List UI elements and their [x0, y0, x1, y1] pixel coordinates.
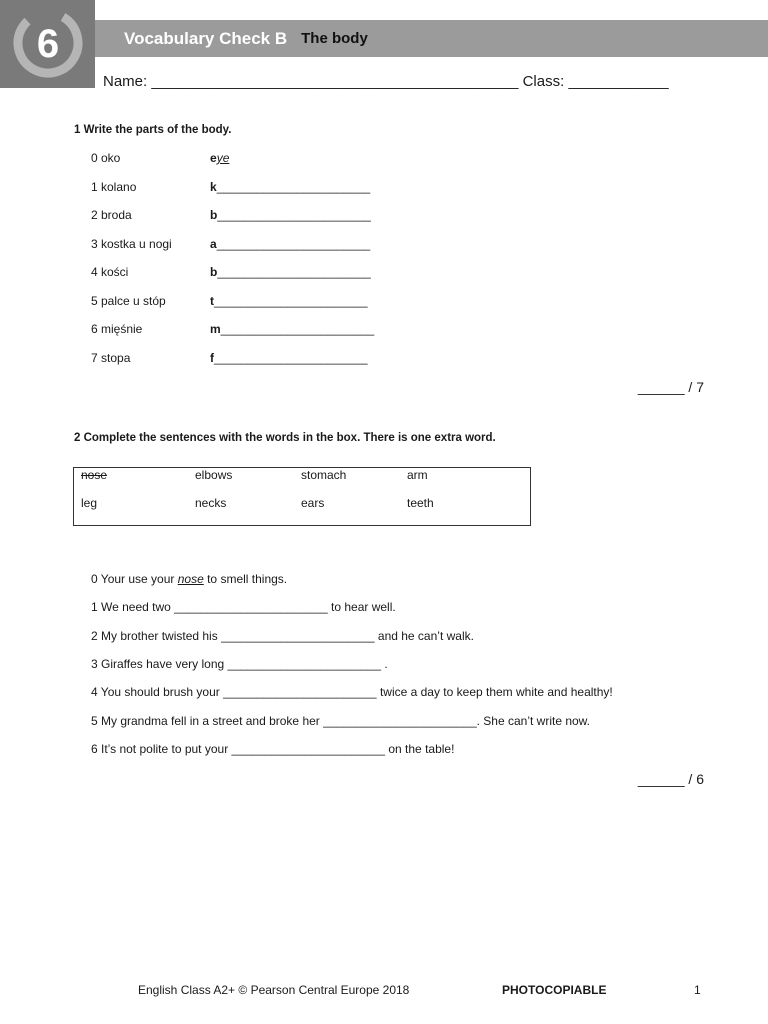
name-class-line [103, 73, 669, 90]
first-letter: k [210, 179, 217, 194]
answer-blank[interactable]: _______________________ [216, 179, 371, 194]
answer-blank[interactable]: _______________________ [214, 293, 368, 308]
answer-blank[interactable]: _______________________ [216, 236, 371, 251]
sentence-start: 2 My brother twisted his [91, 628, 222, 643]
exercise-2-instruction: 2 Complete the sentences with the words in the box. There is one extra word. [74, 432, 496, 444]
example-answer: nose [177, 572, 204, 586]
sentence-item [91, 600, 396, 614]
word-box-item: arm [407, 468, 428, 482]
vocab-prompt: 3 kostka u nogi [91, 236, 172, 251]
sentence-item [91, 714, 590, 728]
sentence-end: to hear well. [327, 600, 396, 615]
sentence-item [91, 685, 613, 699]
sentence-end: on the table! [385, 741, 455, 756]
first-letter: e [210, 151, 217, 165]
answer-blank[interactable]: _______________________ [323, 713, 477, 728]
vocab-answer[interactable] [210, 237, 370, 251]
exercise-2-score: ______ / 6 [637, 771, 704, 787]
sentence-start: 6 It’s not polite to put your [91, 741, 232, 756]
answer-blank[interactable]: _______________________ [217, 265, 371, 279]
class-blank[interactable]: ____________ [568, 73, 669, 90]
exercise-1-score: ______ / 7 [637, 379, 704, 395]
sentence-end: twice a day to keep them white and healthy! [376, 685, 613, 700]
sentence-start: 0 Your use your [91, 572, 178, 586]
unit-badge [0, 0, 95, 88]
sentence-item [91, 629, 474, 643]
worksheet-subtitle: The body [301, 30, 368, 47]
first-letter: b [210, 265, 218, 279]
sentence-start: 3 Giraffes have very long [91, 656, 228, 671]
answer-blank[interactable]: _______________________ [217, 208, 371, 222]
sentence-end: . [381, 656, 388, 671]
name-label: Name: [103, 73, 148, 90]
first-letter: a [210, 236, 217, 251]
vocab-prompt: 6 mięśnie [91, 322, 143, 336]
answer-blank[interactable]: _______________________ [220, 322, 375, 336]
first-letter: f [210, 350, 214, 365]
sentence-item [91, 742, 454, 756]
first-letter: t [210, 293, 214, 308]
vocab-answer[interactable] [210, 351, 368, 365]
sentence-item [91, 657, 388, 671]
answer-blank[interactable]: _______________________ [221, 628, 375, 643]
word-box-item: necks [195, 496, 227, 510]
sentence-end: . She can’t write now. [476, 713, 591, 728]
word-box-item: elbows [195, 468, 233, 482]
vocab-prompt: 0 oko [91, 151, 121, 165]
word-box-item: ears [301, 496, 325, 510]
answer-blank[interactable]: _______________________ [174, 600, 328, 615]
sentence-start: 4 You should brush your [91, 685, 224, 700]
sentence-end: and he can’t walk. [374, 628, 474, 643]
answer-blank[interactable]: _______________________ [231, 741, 386, 756]
vocab-answer[interactable] [210, 151, 229, 165]
vocab-answer[interactable] [210, 265, 371, 279]
word-box-item: teeth [407, 496, 434, 510]
exercise-1-instruction: 1 Write the parts of the body. [74, 124, 232, 136]
word-box [73, 467, 531, 526]
answer-blank[interactable]: _______________________ [227, 656, 382, 671]
name-blank[interactable]: ____________________________________________ [151, 73, 519, 90]
vocab-prompt: 5 palce u stóp [91, 293, 166, 308]
word-box-item: leg [81, 496, 98, 510]
sentence-item [91, 572, 287, 586]
first-letter: m [210, 322, 221, 336]
vocab-prompt: 7 stopa [91, 350, 131, 365]
word-box-item: nose [81, 468, 108, 482]
unit-circle-icon [0, 0, 95, 88]
vocab-answer[interactable] [210, 294, 368, 308]
answer-blank[interactable]: _______________________ [223, 685, 377, 700]
sentence-start: 1 We need two [91, 600, 175, 615]
footer-photocopiable: PHOTOCOPIABLE [502, 983, 607, 997]
sentence-start: 5 My grandma fell in a street and broke her [91, 713, 324, 728]
vocab-prompt: 4 kości [91, 265, 129, 279]
vocab-prompt: 1 kolano [91, 179, 137, 194]
class-label: Class: [522, 73, 565, 90]
footer-copyright: English Class A2+ © Pearson Central Europe 2018 [138, 983, 410, 997]
answer-blank[interactable]: _______________________ [214, 350, 368, 365]
header-bar [95, 20, 768, 57]
vocab-answer[interactable] [210, 208, 371, 222]
word-box-item: stomach [301, 468, 347, 482]
vocab-answer[interactable] [210, 322, 374, 336]
footer-page-number: 1 [694, 983, 701, 997]
vocab-prompt: 2 broda [91, 208, 132, 222]
first-letter: b [210, 208, 218, 222]
vocab-answer[interactable] [210, 180, 370, 194]
unit-number: 6 [36, 22, 60, 66]
example-answer: ye [216, 151, 230, 165]
worksheet-title: Vocabulary Check B [124, 28, 288, 48]
sentence-end: to smell things. [203, 572, 288, 586]
